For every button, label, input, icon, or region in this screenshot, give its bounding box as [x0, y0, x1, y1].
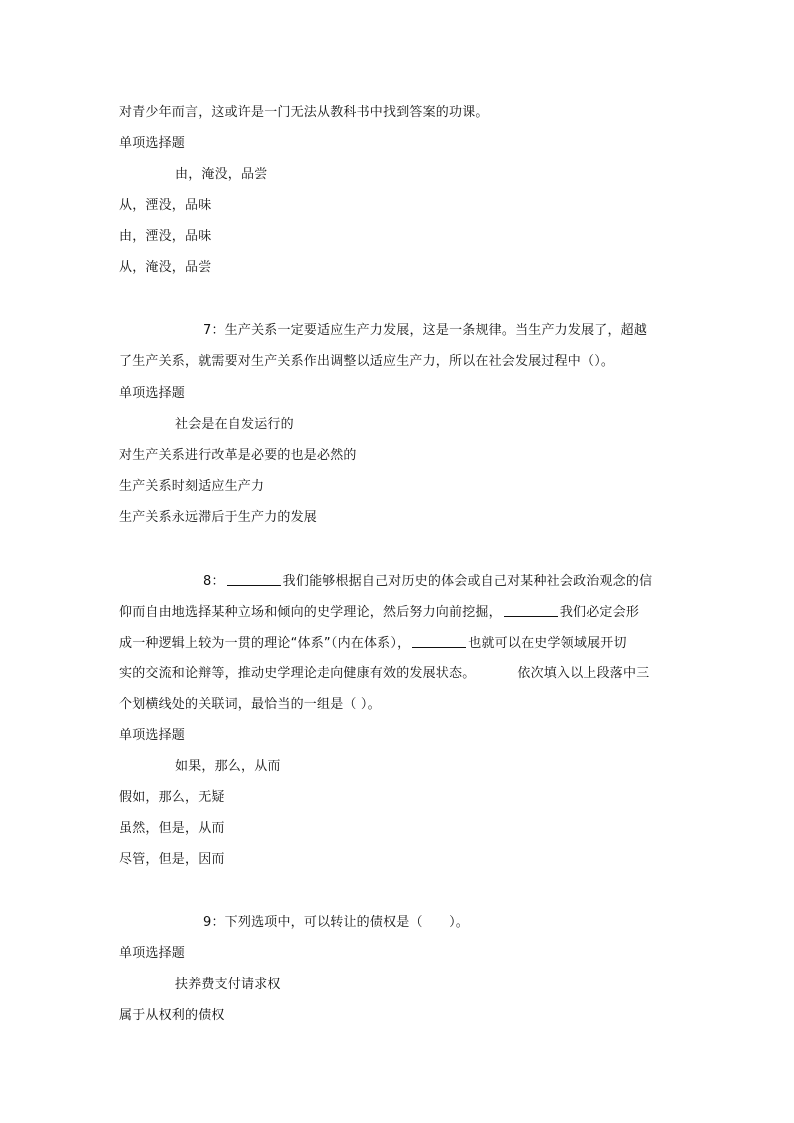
q7-stem-line1: 7：生产关系一定要适应生产力发展，这是一条规律。当生产力发展了，超越 [203, 323, 648, 338]
q8-text: 也就可以在史学领域展开切 [468, 636, 627, 651]
q8-stem-line2 [119, 604, 639, 621]
fill-blank-2 [504, 604, 558, 617]
q8-option-c: 虽然，但是，从而 [119, 821, 225, 836]
q8-text: 仰而自由地选择某种立场和倾向的史学理论，然后努力向前挖掘， [119, 605, 502, 620]
q7-type-label: 单项选择题 [119, 386, 186, 401]
question-stem-tail: 对青少年而言，这或许是一门无法从教科书中找到答案的功课。 [119, 105, 489, 120]
fill-blank-3 [412, 635, 466, 648]
q7-stem-line2: 了生产关系，就需要对生产关系作出调整以适应生产力，所以在社会发展过程中（）。 [119, 354, 615, 369]
option-b: 从，湮没，品味 [119, 198, 212, 213]
q8-option-d: 尽管，但是，因而 [119, 852, 225, 867]
q7-option-a: 社会是在自发运行的 [175, 417, 294, 432]
q8-stem-line3 [119, 635, 627, 652]
q7-option-d: 生产关系永远滞后于生产力的发展 [119, 510, 318, 525]
q8-text: 我们必定会形 [559, 605, 640, 620]
q8-stem-line5: 个划横线处的关联词，最恰当的一组是（ ）。 [119, 697, 381, 712]
q9-option-b: 属于从权利的债权 [119, 1008, 225, 1023]
q8-text: 成一种逻辑上较为一贯的理论“体系”（内在体系）， [119, 636, 411, 651]
q9-stem-line1: 9：下列选项中，可以转让的债权是（ ）。 [203, 915, 469, 930]
q8-number: 8： [203, 574, 225, 589]
question-type-label: 单项选择题 [119, 136, 186, 151]
q8-option-b: 假如，那么，无疑 [119, 790, 225, 805]
option-c: 由，湮没，品味 [119, 229, 212, 244]
q9-type-label: 单项选择题 [119, 946, 186, 961]
q8-text: 依次填入以上段落中三 [517, 666, 650, 681]
q9-option-a: 扶养费支付请求权 [175, 977, 281, 992]
q8-option-a: 如果，那么，从而 [175, 759, 281, 774]
q7-option-c: 生产关系时刻适应生产力 [119, 479, 265, 494]
fill-blank-1 [227, 573, 281, 586]
q8-stem-line4 [119, 666, 649, 682]
option-a: 由，淹没，品尝 [175, 167, 268, 182]
option-d: 从，淹没，品尝 [119, 260, 212, 275]
q7-option-b: 对生产关系进行改革是必要的也是必然的 [119, 448, 357, 463]
q8-text: 实的交流和论辩等，推动史学理论走向健康有效的发展状态。 [119, 666, 476, 681]
q8-stem-line1 [203, 573, 652, 590]
q8-type-label: 单项选择题 [119, 728, 186, 743]
q8-text: 我们能够根据自己对历史的体会或自己对某种社会政治观念的信 [282, 574, 653, 589]
